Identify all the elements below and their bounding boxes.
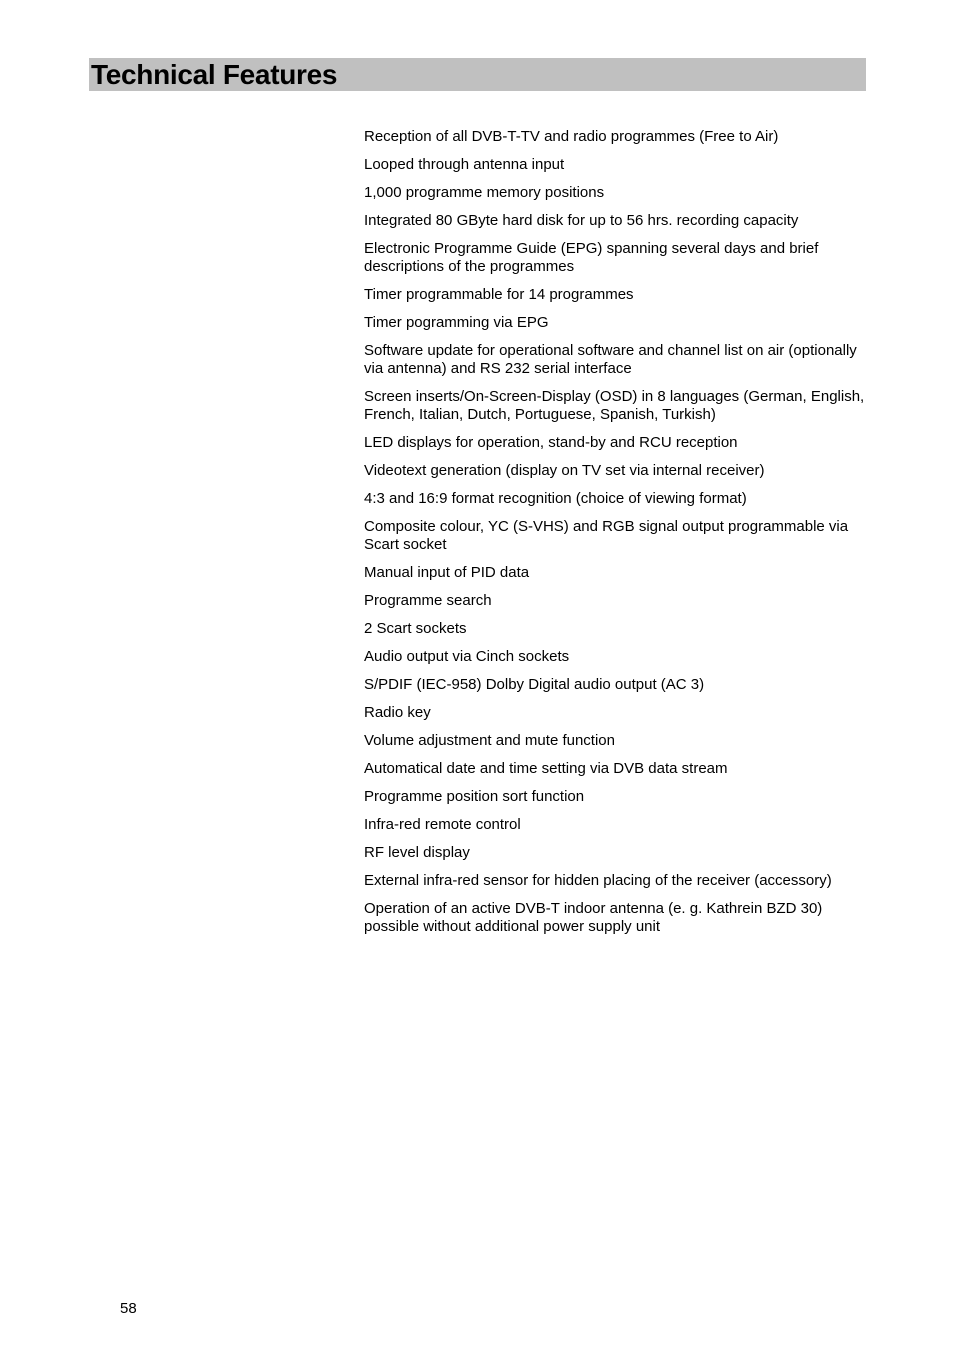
feature-item: Manual input of PID data [364, 564, 530, 581]
feature-item: Programme position sort function [364, 788, 585, 805]
feature-item: Infra-red remote control [364, 816, 521, 833]
feature-item: RF level display [364, 844, 470, 861]
page-number: 58 [120, 1300, 137, 1317]
feature-item: Radio key [364, 704, 431, 721]
feature-item: Audio output via Cinch sockets [364, 648, 570, 665]
feature-item: 2 Scart sockets [364, 620, 467, 637]
feature-list [364, 128, 869, 946]
feature-item: 4:3 and 16:9 format recognition (choice of viewing format) [364, 490, 747, 507]
feature-item: External infra-red sensor for hidden placing of the receiver (accessory) [364, 872, 832, 889]
title-bar [89, 58, 866, 91]
feature-item: S/PDIF (IEC-958) Dolby Digital audio output (AC 3) [364, 676, 705, 693]
feature-item: Integrated 80 GByte hard disk for up to 56 hrs. recording capacity [364, 212, 799, 229]
feature-item: Looped through antenna input [364, 156, 565, 173]
feature-item: Automatical date and time setting via DVB data stream [364, 760, 728, 777]
feature-item: Timer pogramming via EPG [364, 314, 549, 331]
feature-item: Composite colour, YC (S-VHS) and RGB signal output programmable via Scart socket [364, 518, 849, 553]
feature-item: LED displays for operation, stand-by and RCU reception [364, 434, 738, 451]
feature-item: Electronic Programme Guide (EPG) spanning several days and brief descriptions of the programmes [364, 240, 819, 275]
feature-item: Videotext generation (display on TV set via internal receiver) [364, 462, 765, 479]
feature-item: Programme search [364, 592, 492, 609]
feature-item: Screen inserts/On-Screen-Display (OSD) in 8 languages (German, English, French, Italian, Dutch, Portuguese, Spanish, Turkish) [364, 388, 865, 423]
page-title: Technical Features [91, 59, 338, 90]
feature-item: Timer programmable for 14 programmes [364, 286, 634, 303]
feature-item: Software update for operational software and channel list on air (optionally via antenna) and RS 232 serial interface [364, 342, 857, 377]
feature-item: Volume adjustment and mute function [364, 732, 615, 749]
feature-item: 1,000 programme memory positions [364, 184, 605, 201]
feature-item: Reception of all DVB-T-TV and radio programmes (Free to Air) [364, 128, 779, 145]
feature-item: Operation of an active DVB-T indoor antenna (e. g. Kathrein BZD 30) possible without additional power supply unit [364, 900, 823, 935]
